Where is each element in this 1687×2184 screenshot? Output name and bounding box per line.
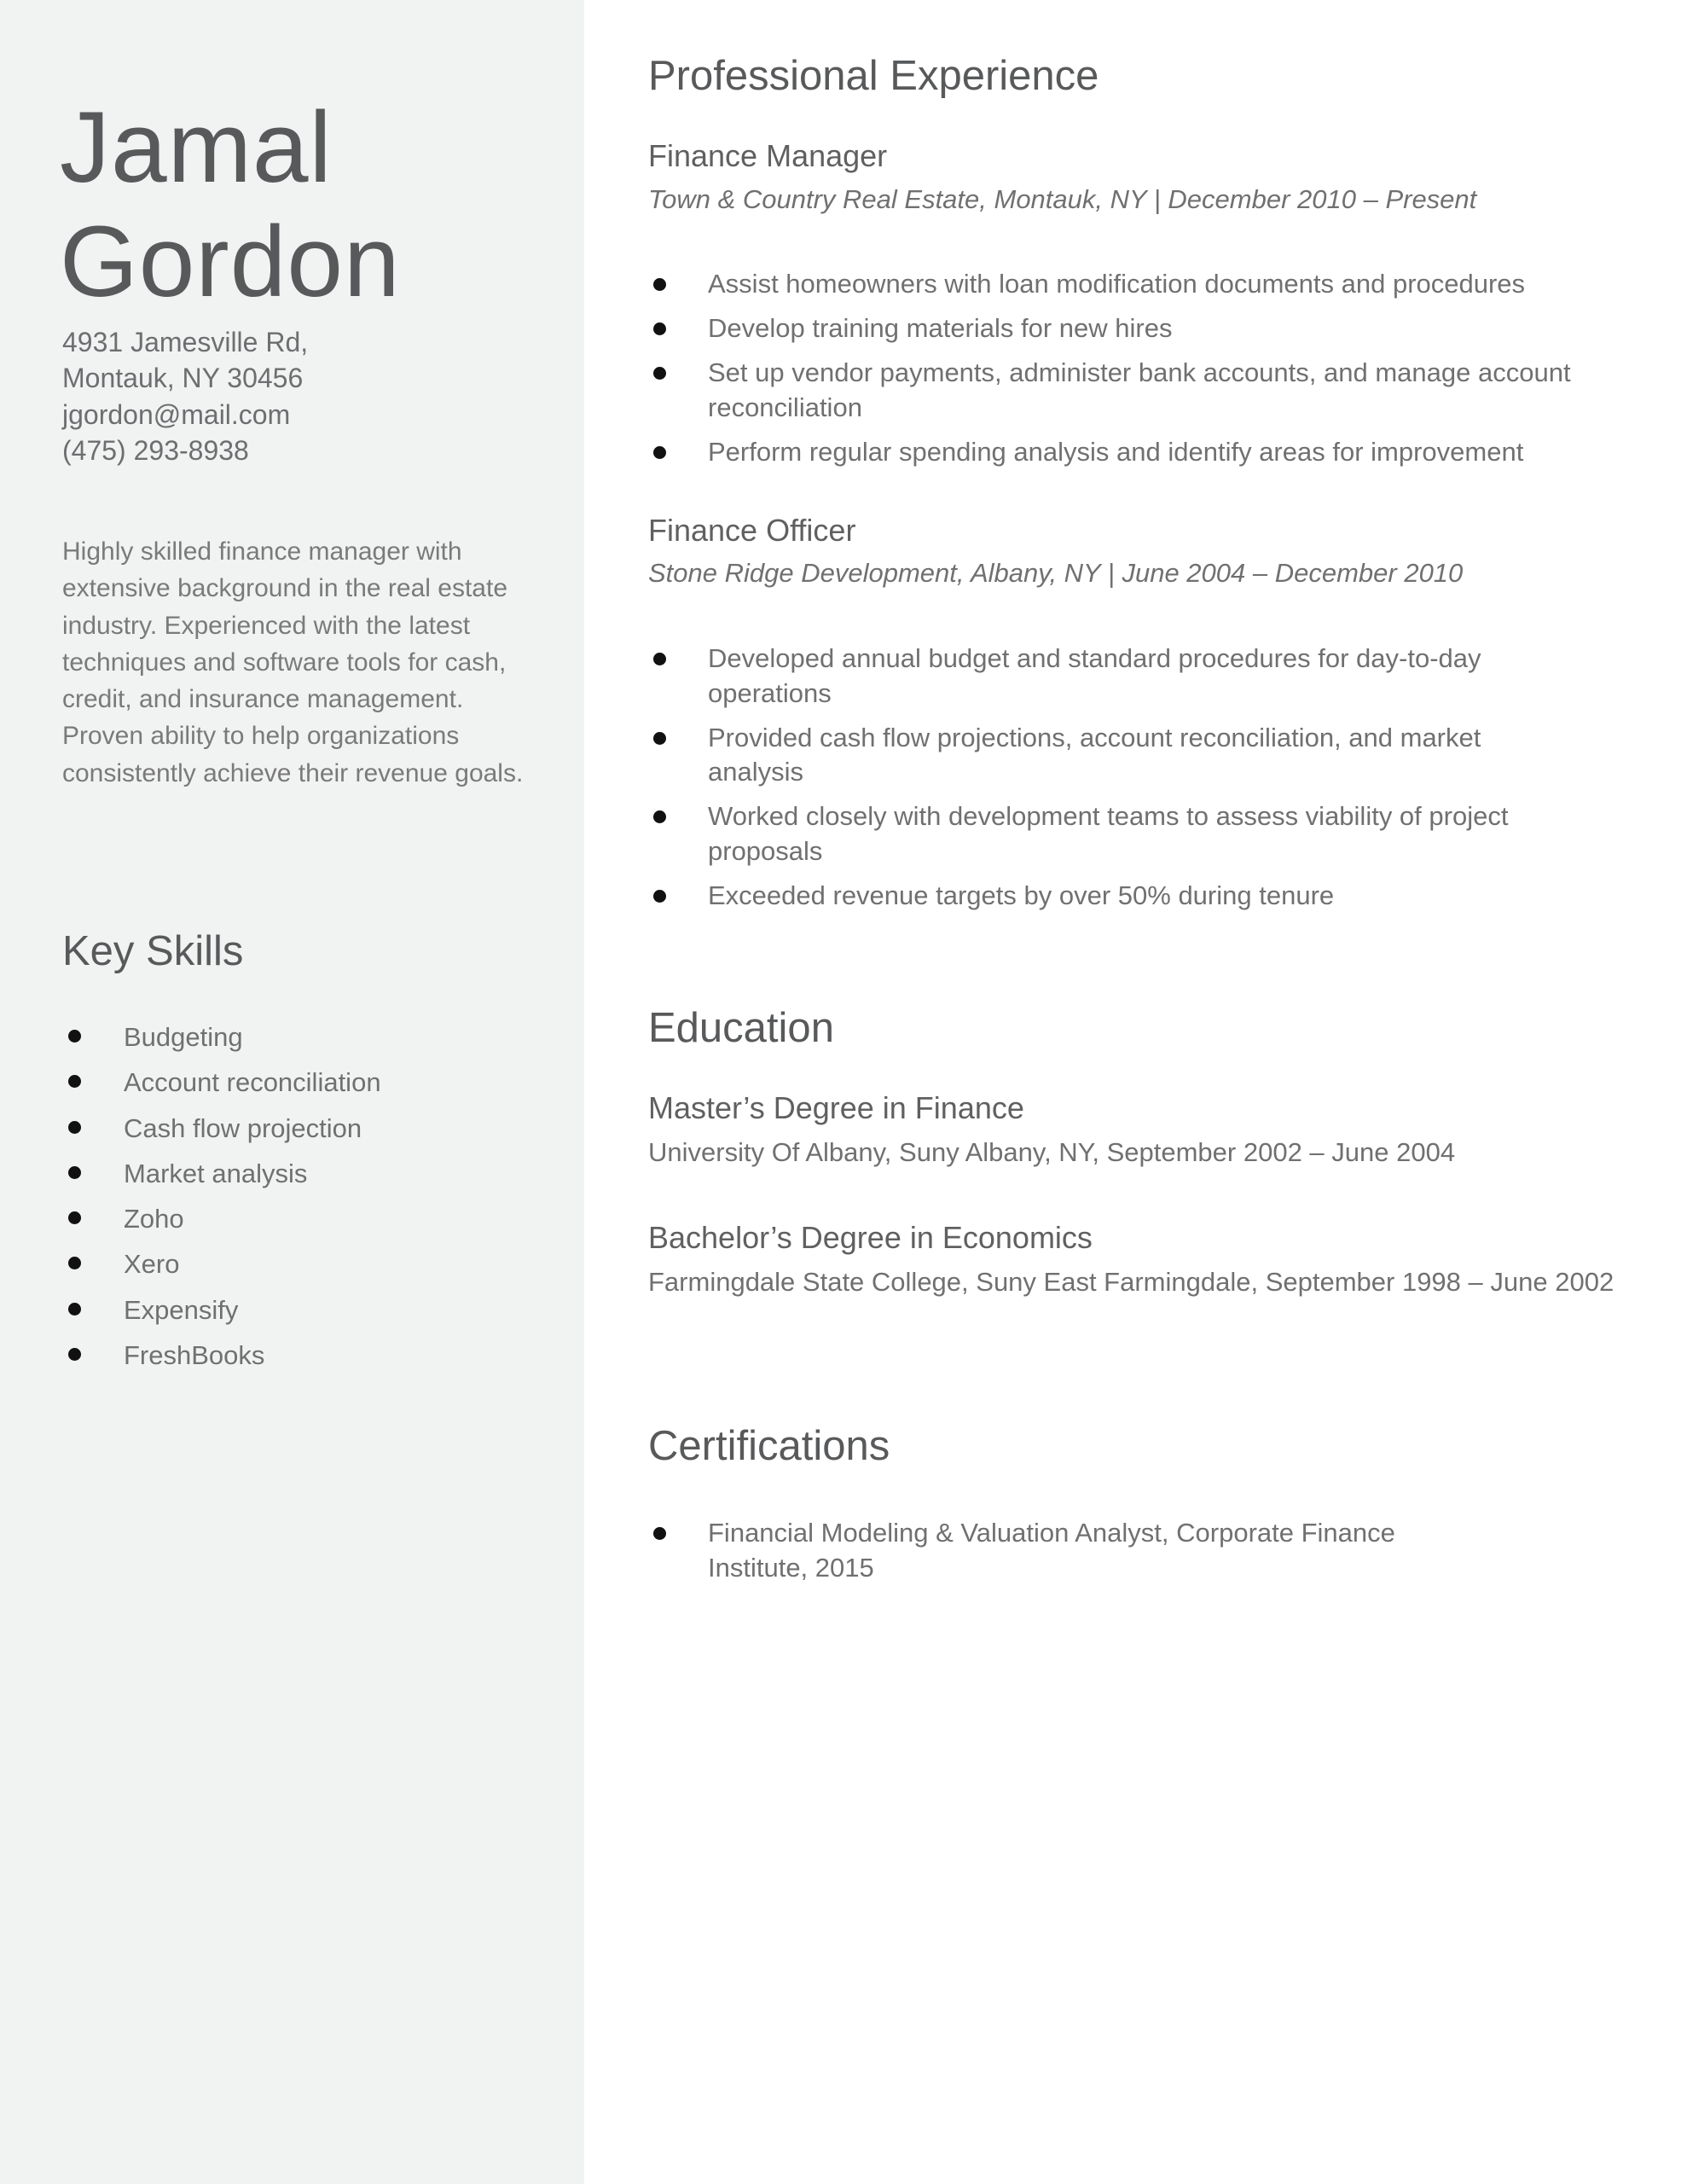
bullet-icon [68, 1166, 81, 1179]
bullet-item: Exceeded revenue targets by over 50% during tenure [648, 879, 1552, 914]
bullet-icon [68, 1121, 81, 1134]
school: Farmingdale State College, Suny East Farmingdale, September 1998 – June 2002 [648, 1267, 1615, 1297]
bullet-icon [653, 890, 666, 903]
experience-heading: Professional Experience [648, 53, 1099, 99]
last-name: Gordon [60, 206, 401, 318]
skill-item: Xero [62, 1241, 381, 1287]
certifications-heading: Certifications [648, 1423, 890, 1469]
bullet-icon [653, 1527, 666, 1540]
address-line-1: 4931 Jamesville Rd, [62, 327, 309, 357]
job-company: Town & Country Real Estate, Montauk, NY | December 2010 – Present [648, 184, 1477, 214]
bullet-icon [68, 1075, 81, 1088]
degree: Master’s Degree in Finance [648, 1090, 1024, 1125]
job-title: Finance Officer [648, 513, 856, 548]
skills-heading: Key Skills [62, 928, 244, 974]
skill-item: Budgeting [62, 1014, 381, 1060]
bullet-item: Provided cash flow projections, account reconciliation, and market analysis [648, 721, 1552, 790]
job-bullets [648, 267, 1629, 479]
job-company: Stone Ridge Development, Albany, NY | June 2004 – December 2010 [648, 558, 1464, 588]
bullet-item: Perform regular spending analysis and identify areas for improvement [648, 435, 1629, 470]
education-heading: Education [648, 1005, 834, 1051]
first-name: Jamal [60, 91, 333, 204]
bullet-item: Set up vendor payments, administer bank accounts, and manage account reconciliation [648, 356, 1629, 425]
bullet-icon [68, 1030, 81, 1043]
address-line-2: Montauk, NY 30456 [62, 363, 304, 393]
certification-item: Financial Modeling & Valuation Analyst, Corporate Finance Institute, 2015 [648, 1516, 1467, 1585]
skill-item: Market analysis [62, 1151, 381, 1196]
school: University Of Albany, Suny Albany, NY, September 2002 – June 2004 [648, 1137, 1456, 1167]
job-bullets [648, 642, 1552, 923]
bullet-icon [68, 1303, 81, 1316]
bullet-item: Develop training materials for new hires [648, 311, 1629, 346]
skills-list [62, 1014, 381, 1378]
job-title: Finance Manager [648, 138, 888, 173]
bullet-icon [68, 1257, 81, 1269]
certification-list [648, 1516, 1467, 1595]
skill-item: Zoho [62, 1196, 381, 1241]
bullet-icon [653, 810, 666, 823]
degree: Bachelor’s Degree in Economics [648, 1220, 1093, 1255]
bullet-icon [653, 446, 666, 459]
bullet-item: Developed annual budget and standard procedures for day-to-day operations [648, 642, 1552, 711]
bullet-icon [653, 367, 666, 380]
skill-item: Cash flow projection [62, 1106, 381, 1151]
skill-item: FreshBooks [62, 1333, 381, 1378]
bullet-icon [653, 732, 666, 745]
skill-item: Expensify [62, 1287, 381, 1333]
bullet-icon [68, 1211, 81, 1224]
skill-item: Account reconciliation [62, 1060, 381, 1105]
bullet-icon [68, 1348, 81, 1361]
bullet-icon [653, 278, 666, 291]
summary: Highly skilled finance manager with extensive background in the real estate industry. Experienced with the latest techniques and software tools for cash, credit, and insurance management. Proven ability to help organizations consistently achieve their revenue goals. [62, 537, 524, 787]
bullet-icon [653, 653, 666, 665]
bullet-item: Worked closely with development teams to assess viability of project proposals [648, 799, 1552, 868]
bullet-item: Assist homeowners with loan modification documents and procedures [648, 267, 1629, 302]
bullet-icon [653, 322, 666, 335]
email: jgordon@mail.com [62, 399, 291, 430]
phone: (475) 293-8938 [62, 435, 249, 466]
